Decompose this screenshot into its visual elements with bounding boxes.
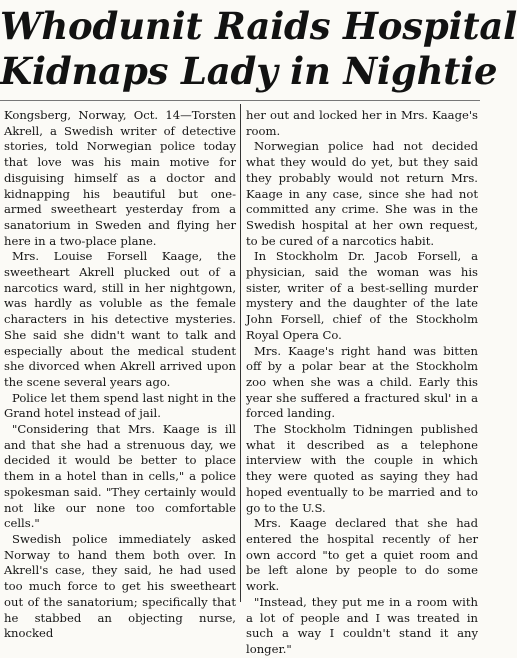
paragraph: Mrs. Louise Forsell Kaage, the sweetheart Akrell plucked out of a narcotics ward, still in her nightgown, was hardly as voluble as the female characters in his detective mysteries. She said she didn't want to talk and especially about the medical student she divorced when Akrell arrived upon the scene several years ago. xyxy=(4,249,236,389)
headline-line-2: Kidnaps Lady in Nightie xyxy=(0,49,498,93)
paragraph: Mrs. Kaage declared that she had entered the hospital recently of her own accord "to get a quiet room and be left alone by people to do some work. xyxy=(246,516,478,594)
paragraph: Mrs. Kaage's right hand was bitten off by a polar bear at the Stockholm zoo when she was a child. Early this year she suffered a fractured skul' in a forced landing. xyxy=(246,343,478,421)
paragraph: Kongsberg, Norway, Oct. 14—Torsten Akrell, a Swedish writer of detective stories, told Norwegian police today that love was his main motive for disguising himself as a doctor and kidnapping his beautiful but one-armed sweetheart yesterday from a sanatorium in Sweden and flying her here in a two-place plane. xyxy=(4,108,236,248)
paragraph: In Stockholm Dr. Jacob Forsell, a physician, said the woman was his sister, writer of a best-selling murder mystery and the daughter of the late John Forsell, chief of the Stockholm Royal Opera Co. xyxy=(246,249,478,342)
paragraph: her out and locked her in Mrs. Kaage's room. xyxy=(246,108,478,138)
paragraph: "Instead, they put me in a room with a lot of people and I was treated in such a way I couldn't stand it any longer." xyxy=(246,594,478,656)
paragraph: Police let them spend last night in the Grand hotel instead of jail. xyxy=(4,390,236,421)
paragraph: Swedish police immediately asked Norway to hand them both over. In Akrell's case, they said, he had used too much force to get his sweetheart out of the sanatorium; specifically that he stabbed an objecting nurse, knocked xyxy=(4,531,236,641)
paragraph: "Considering that Mrs. Kaage is ill and that she had a strenuous day, we decided it would be better to place them in a hotel than in cells," a police spokesman said. "They certainly would not like our none too comfortable cells." xyxy=(4,422,236,531)
article-column-left xyxy=(4,108,236,641)
headline-rule xyxy=(0,100,480,101)
column-divider xyxy=(240,104,241,602)
paragraph: Norwegian police had not decided what they would do yet, but they said they probably would not return Mrs. Kaage in any case, since she had not committed any crime. She was in the Swedish hospital at her own request, to be cured of a narcotics habit. xyxy=(246,139,478,248)
headline xyxy=(0,0,517,98)
paragraph: The Stockholm Tidningen published what it described as a telephone interview with the couple in which they were quoted as saying they had hoped eventually to be married and to go to the U.S. xyxy=(246,422,478,515)
article-column-right xyxy=(246,108,478,656)
headline-line-1: Whodunit Raids Hospital xyxy=(0,4,517,48)
